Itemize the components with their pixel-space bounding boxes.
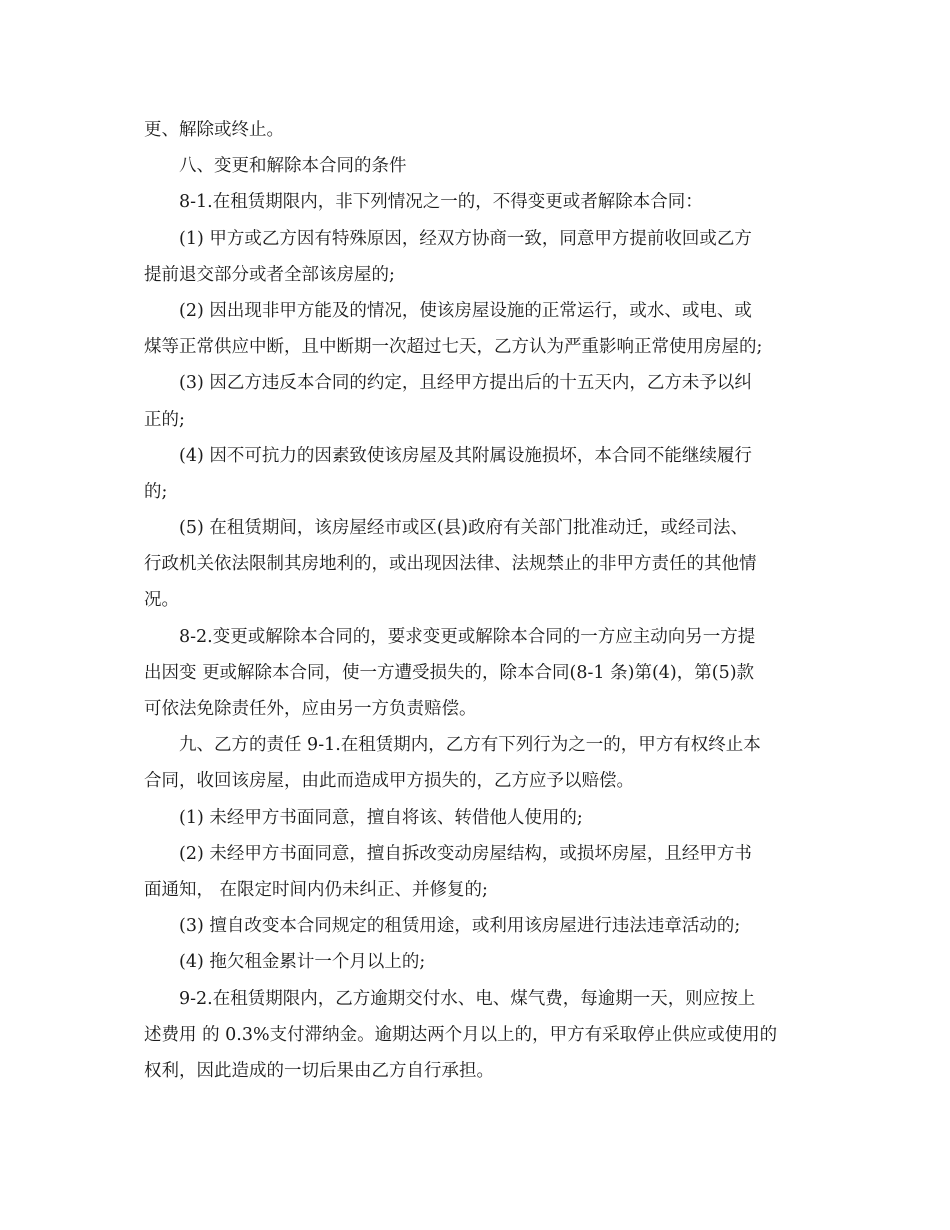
text-line: 出因变 更或解除本合同，使一方遭受损失的，除本合同(8-1 条)第(4)，第(5)款 [144, 662, 755, 683]
text-line: 可依法免除责任外，应由另一方负责赔偿。 [144, 699, 477, 719]
text-line: 述费用 的 0.3%支付滞纳金。逾期达两个月以上的，甲方有采取停止供应或使用的 [144, 1024, 778, 1045]
text-line: 况。 [144, 590, 179, 611]
text-line: 面通知， 在限定时间内仍未纠正、并修复的; [144, 879, 488, 900]
section-heading: 八、变更和解除本合同的条件 [179, 156, 407, 177]
text-line: 合同，收回该房屋，由此而造成甲方损失的，乙方应予以赔偿。 [144, 771, 634, 792]
text-line: 提前退交部分或者全部该房屋的; [144, 264, 395, 285]
clause-item-line: (1) 未经甲方书面同意，擅自将该、转借他人使用的; [179, 807, 583, 828]
clause-line: 8-1.在租赁期限内，非下列情况之一的，不得变更或者解除本合同： [179, 192, 703, 213]
clause-item-line: (4) 拖欠租金累计一个月以上的; [179, 952, 426, 973]
text-line: 行政机关依法限制其房地利的，或出现因法律、法规禁止的非甲方责任的其他情 [144, 554, 757, 575]
clause-item-line: (4) 因不可抗力的因素致使该房屋及其附属设施损坏，本合同不能继续履行 [179, 445, 752, 466]
clause-item-line: (2) 因出现非甲方能及的情况，使该房屋设施的正常运行，或水、或电、或 [179, 300, 752, 321]
section-heading: 九、乙方的责任 9-1.在租赁期内，乙方有下列行为之一的，甲方有权终止本 [179, 735, 761, 756]
clause-line: 8-2.变更或解除本合同的，要求变更或解除本合同的一方应主动向另一方提 [179, 626, 756, 647]
text-line: 正的; [144, 409, 185, 430]
clause-item-line: (3) 因乙方违反本合同的约定，且经甲方提出后的十五天内，乙方未予以纠 [179, 373, 752, 394]
document-body [144, 112, 808, 1089]
text-line: 更、解除或终止。 [144, 120, 284, 140]
clause-item-line: (3) 擅自改变本合同规定的租赁用途，或利用该房屋进行违法违章活动的; [179, 916, 741, 937]
text-line: 权利，因此造成的一切后果由乙方自行承担。 [144, 1060, 494, 1081]
text-line: 煤等正常供应中断，且中断期一次超过七天，乙方认为严重影响正常使用房屋的; [144, 337, 763, 358]
clause-item-line: (2) 未经甲方书面同意，擅自拆改变动房屋结构，或损坏房屋，且经甲方书 [179, 843, 752, 864]
text-line: 的; [144, 481, 168, 502]
clause-line: 9-2.在租赁期限内，乙方逾期交付水、电、煤气费，每逾期一天，则应按上 [179, 988, 756, 1009]
clause-item-line: (5) 在租赁期间，该房屋经市或区(县)政府有关部门批准动迁，或经司法、 [179, 518, 749, 539]
clause-item-line: (1) 甲方或乙方因有特殊原因，经双方协商一致，同意甲方提前收回或乙方 [179, 228, 752, 249]
